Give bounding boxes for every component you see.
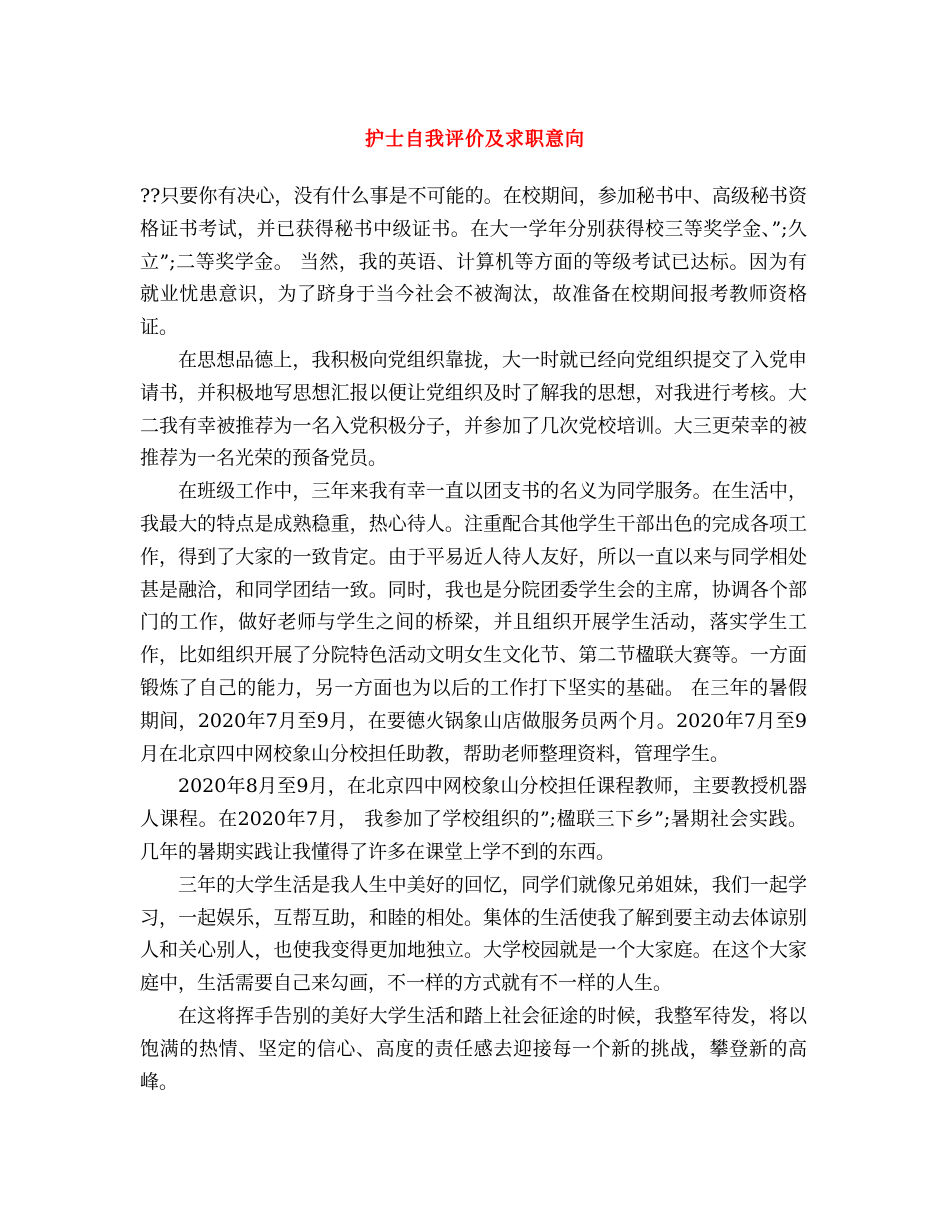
document-title: 护士自我评价及求职意向	[364, 128, 585, 150]
paragraph-6: 在这将挥手告别的美好大学生活和踏上社会征途的时候，我整军待发，将以饱满的热情、坚定的信心、高度的责任感去迎接每一个新的挑战，攀登新的高峰。	[140, 1004, 807, 1093]
paragraph-2: 在思想品德上，我积极向党组织靠拢，大一时就已经向党组织提交了入党申请书，并积极地写思想汇报以便让党组织及时了解我的思想，对我进行考核。大二我有幸被推荐为一名入党积极分子，并参加了几次党校培训。大三更荣幸的被推荐为一名光荣的预备党员。	[140, 348, 807, 470]
paragraph-5: 三年的大学生活是我人生中美好的回忆，同学们就像兄弟姐妹，我们一起学习，一起娱乐，互帮互助，和睦的相处。集体的生活使我了解到要主动去体谅别人和关心别人，也使我变得更加地独立。大学校园就是一个大家庭。在这个大家庭中，生活需要自己来勾画，不一样的方式就有不一样的人生。	[140, 873, 807, 995]
paragraph-1: ??只要你有决心，没有什么事是不可能的。在校期间，参加秘书中、高级秘书资格证书考试，并已获得秘书中级证书。在大一学年分别获得校三等奖学金、”;久立”;二等奖学金。 当然，我的英语、计算机等方面的等级考试已达标。因为有就业忧患意识，为了跻身于当今社会不被淘汰，故准备在校期间报考教师资格证。	[140, 185, 807, 339]
paragraph-4: 2020年8月至9月，在北京四中网校象山分校担任课程教师，主要教授机器人课程。在2020年7月， 我参加了学校组织的”;楹联三下乡”;暑期社会实践。几年的暑期实践让我懂得了许多在课堂上学不到的东西。	[140, 775, 807, 863]
paragraph-3: 在班级工作中，三年来我有幸一直以团支书的名义为同学服务。在生活中，我最大的特点是成熟稳重，热心待人。注重配合其他学生干部出色的完成各项工作，得到了大家的一致肯定。由于平易近人待人友好，所以一直以来与同学相处甚是融洽，和同学团结一致。同时，我也是分院团委学生会的主席，协调各个部门的工作，做好老师与学生之间的桥梁，并且组织开展学生活动，落实学生工作，比如组织开展了分院特色活动文明女生文化节、第二节楹联大赛等。一方面锻炼了自己的能力，另一方面也为以后的工作打下坚实的基础。 在三年的暑假期间，2020年7月至9月，在要德火锅象山店做服务员两个月。2020年7月至9月在北京四中网校象山分校担任助教，帮助老师整理资料，管理学生。	[140, 480, 807, 765]
document-body	[140, 180, 807, 1098]
